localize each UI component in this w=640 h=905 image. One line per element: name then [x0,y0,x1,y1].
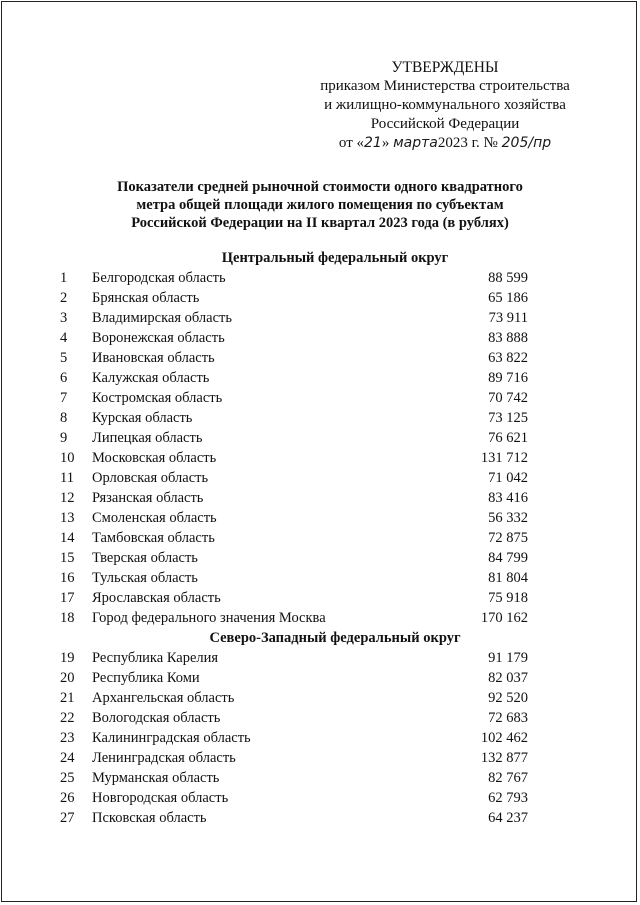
price-value: 82 767 [488,770,528,786]
row-number: 11 [60,470,74,486]
row-number: 18 [60,610,75,626]
region-name: Белгородская область [92,270,226,286]
title-line-1: Показатели средней рыночной стоимости одного квадратного [117,179,523,195]
region-name: Тамбовская область [92,530,215,546]
price-value: 92 520 [488,690,528,706]
table-row [60,748,580,768]
region-name: Калининградская область [92,730,251,746]
row-number: 5 [60,350,68,366]
date-mid: » [381,135,394,151]
region-name: Тверская область [92,550,198,566]
row-number: 14 [60,530,75,546]
order-number-handwritten: 205/пр [501,135,552,151]
region-name: Мурманская область [92,770,220,786]
price-value: 81 804 [488,570,528,586]
price-value: 132 877 [480,750,528,766]
table-row [60,568,580,588]
region-name: Ивановская область [92,350,215,366]
table-row [60,548,580,568]
table-row [60,468,580,488]
row-number: 26 [60,790,75,806]
price-value: 131 712 [480,450,528,466]
price-value: 91 179 [488,650,528,666]
table-row [60,288,580,308]
date-day-handwritten: 21 [364,135,382,151]
table-row [60,328,580,348]
region-name: Новгородская область [92,790,229,806]
row-number: 3 [60,310,68,326]
row-number: 24 [60,750,75,766]
region-name: Курская область [92,410,193,426]
row-number: 20 [60,670,75,686]
section-heading: Центральный федеральный округ [221,250,449,266]
approval-line-3: Российской Федерации [370,116,520,132]
price-value: 64 237 [488,810,528,826]
row-number: 17 [60,590,75,606]
row-number: 22 [60,710,75,726]
table-row [60,428,580,448]
region-name: Псковская область [92,810,207,826]
row-number: 21 [60,690,75,706]
price-value: 72 683 [488,710,528,726]
price-value: 170 162 [480,610,528,626]
price-value: 63 822 [488,350,528,366]
row-number: 15 [60,550,75,566]
table-row [60,728,580,748]
region-name: Республика Коми [92,670,200,686]
row-number: 6 [60,370,68,386]
table-row [60,588,580,608]
table-row [60,368,580,388]
region-name: Республика Карелия [92,650,219,666]
document-title [80,178,560,232]
row-number: 10 [60,450,75,466]
row-number: 4 [60,330,68,346]
table-row [60,308,580,328]
title-line-3: Российской Федерации на II квартал 2023 года (в рублях) [131,215,509,231]
price-value: 56 332 [488,510,528,526]
table-row [60,688,580,708]
region-name: Город федерального значения Москва [92,610,326,626]
approval-block [300,58,590,153]
row-number: 12 [60,490,75,506]
row-number: 7 [60,390,68,406]
region-name: Архангельская область [92,690,235,706]
approval-heading: УТВЕРЖДЕНЫ [391,59,499,76]
table-row [60,448,580,468]
table-row [60,668,580,688]
region-name: Костромская область [92,390,223,406]
price-value: 83 416 [488,490,528,506]
table-row [60,348,580,368]
region-name: Орловская область [92,470,209,486]
section-heading: Северо-Западный федеральный округ [209,630,461,646]
region-name: Тульская область [92,570,198,586]
approval-date-line [300,134,590,153]
price-value: 75 918 [488,590,528,606]
price-value: 76 621 [488,430,528,446]
region-name: Смоленская область [92,510,217,526]
price-value: 71 042 [488,470,528,486]
price-table [60,248,580,828]
approval-line-1: приказом Министерства строительства [320,78,570,94]
price-value: 82 037 [488,670,528,686]
row-number: 16 [60,570,75,586]
price-value: 62 793 [488,790,528,806]
region-name: Ярославская область [92,590,221,606]
price-value: 83 888 [488,330,528,346]
row-number: 23 [60,730,75,746]
price-value: 73 911 [488,310,528,326]
region-name: Ленинградская область [92,750,236,766]
row-number: 13 [60,510,75,526]
table-row [60,528,580,548]
row-number: 25 [60,770,75,786]
price-value: 65 186 [488,290,528,306]
region-name: Вологодская область [92,710,221,726]
price-value: 73 125 [488,410,528,426]
table-row [60,708,580,728]
price-value: 72 875 [488,530,528,546]
table-row [60,808,580,828]
date-prefix: от « [338,135,364,151]
region-name: Московская область [92,450,217,466]
price-value: 89 716 [488,370,528,386]
date-suffix: 2023 г. № [437,135,502,151]
table-row [60,648,580,668]
region-name: Владимирская область [92,310,232,326]
row-number: 19 [60,650,75,666]
table-row [60,608,580,628]
region-name: Калужская область [92,370,210,386]
row-number: 27 [60,810,75,826]
row-number: 1 [60,270,68,286]
price-value: 88 599 [488,270,528,286]
row-number: 2 [60,290,68,306]
region-name: Липецкая область [92,430,203,446]
table-row [60,408,580,428]
date-month-handwritten: марта [393,135,438,151]
region-name: Рязанская область [92,490,204,506]
title-line-2: метра общей площади жилого помещения по субъектам [136,197,504,213]
table-row [60,508,580,528]
table-row [60,788,580,808]
table-row [60,488,580,508]
price-value: 84 799 [488,550,528,566]
table-row [60,268,580,288]
region-name: Брянская область [92,290,200,306]
price-value: 102 462 [480,730,528,746]
table-row [60,768,580,788]
price-value: 70 742 [488,390,528,406]
row-number: 9 [60,430,68,446]
row-number: 8 [60,410,68,426]
region-name: Воронежская область [92,330,225,346]
approval-line-2: и жилищно-коммунального хозяйства [324,97,566,113]
table-row [60,388,580,408]
